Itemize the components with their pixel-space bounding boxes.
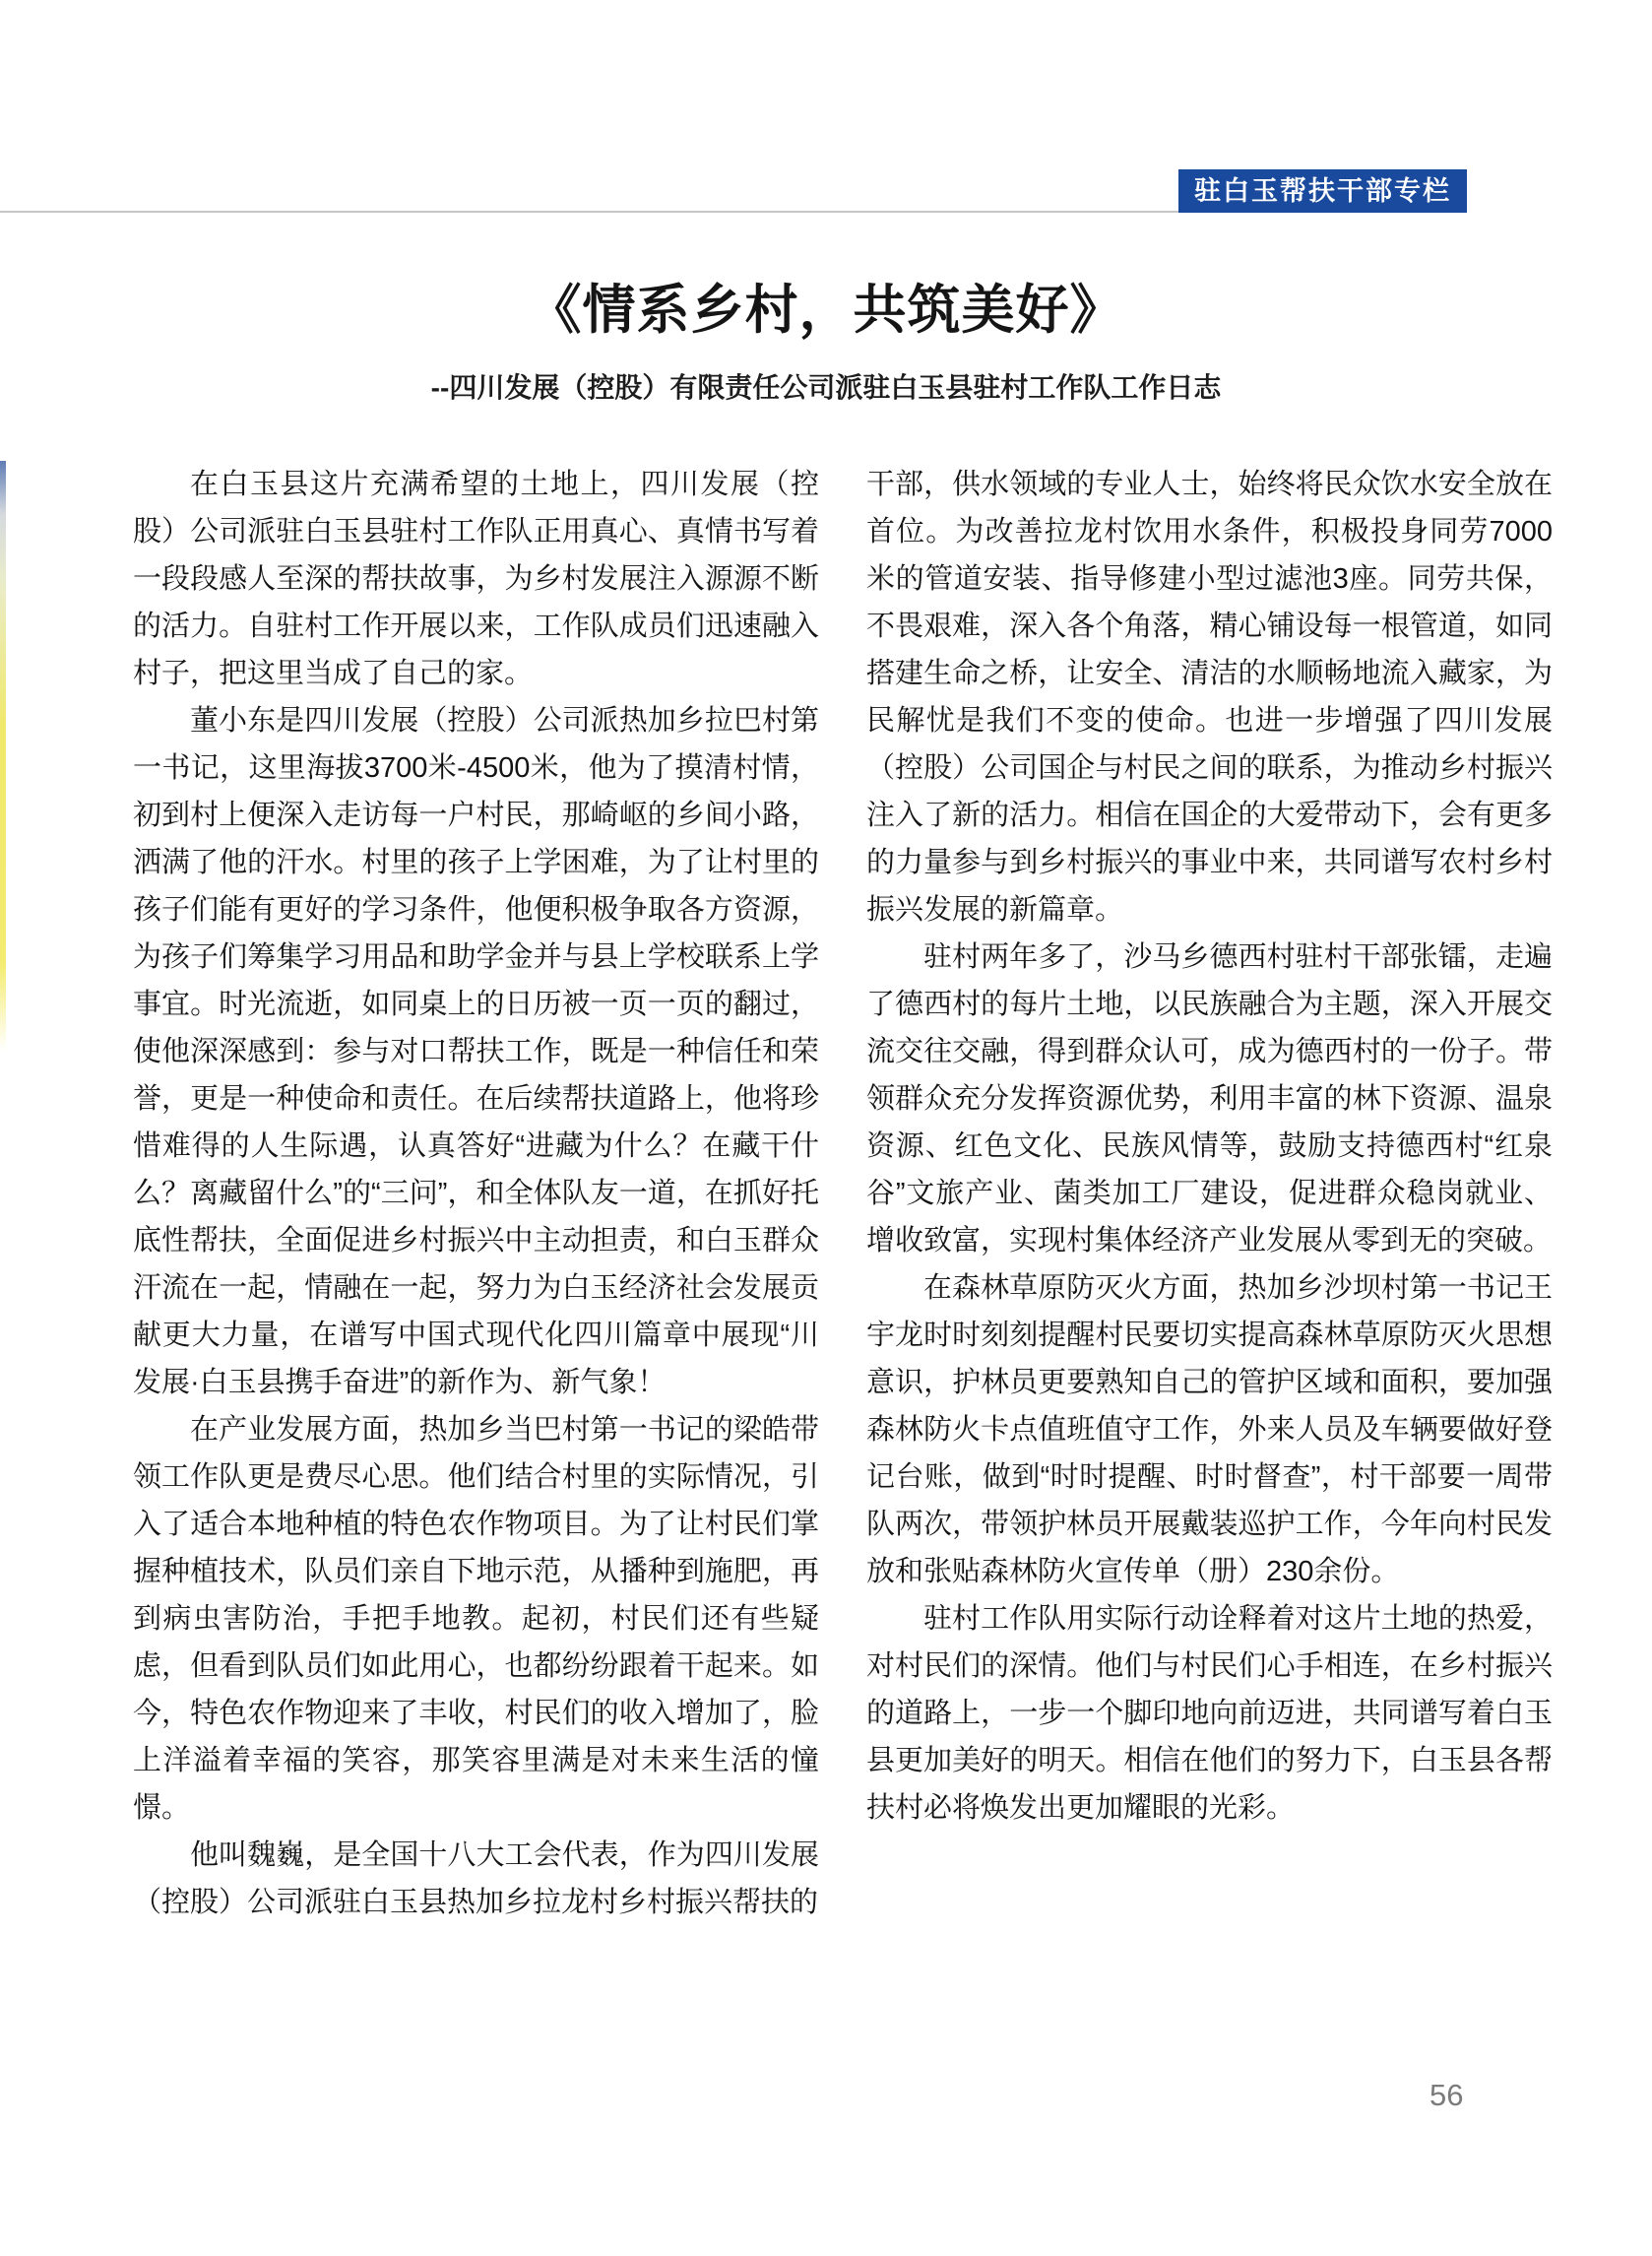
paragraph: 驻村两年多了，沙马乡德西村驻村干部张镭，走遍了德西村的每片土地，以民族融合为主题，深入开展交流交往交融，得到群众认可，成为德西村的一份子。带领群众充分发挥资源优势，利用丰富的林下资源、温泉资源、红色文化、民族风情等，鼓励支持德西村“红泉谷”文旅产业、菌类加工厂建设，促进群众稳岗就业、增收致富，实现村集体经济产业发展从零到无的突破。	[866, 941, 1553, 1257]
paragraph: 驻村工作队用实际行动诠释着对这片土地的热爱，对村民们的深情。他们与村民们心手相连，在乡村振兴的道路上，一步一个脚印地向前迈进，共同谱写着白玉县更加美好的明天。相信在他们的努力下，白玉县各帮扶村必将焕发出更加耀眼的光彩。	[866, 1603, 1553, 1824]
page-title: 《情系乡村，共筑美好》	[528, 281, 1124, 340]
page-subtitle: --四川发展（控股）有限责任公司派驻白玉县驻村工作队工作日志	[430, 372, 1222, 403]
left-column	[133, 461, 819, 1926]
article-body	[133, 461, 1553, 1926]
column-header-badge: 驻白玉帮扶干部专栏	[1178, 169, 1467, 213]
paragraph: 董小东是四川发展（控股）公司派热加乡拉巴村第一书记，这里海拔3700米-4500米，他为了摸清村情，初到村上便深入走访每一户村民，那崎岖的乡间小路，洒满了他的汗水。村里的孩子上学困难，为了让村里的孩子们能有更好的学习条件，他便积极争取各方资源，为孩子们筹集学习用品和助学金并与县上学校联系上学事宜。时光流逝，如同桌上的日历被一页一页的翻过，使他深深感到：参与对口帮扶工作，既是一种信任和荣誉，更是一种使命和责任。在后续帮扶道路上，他将珍惜难得的人生际遇，认真答好“进藏为什么？在藏干什么？离藏留什么”的“三问”，和全体队友一道，在抓好托底性帮扶，全面促进乡村振兴中主动担责，和白玉群众汗流在一起，情融在一起，努力为白玉经济社会发展贡献更大力量，在谱写中国式现代化四川篇章中展现“川发展·白玉县携手奋进”的新作为、新气象！	[133, 705, 819, 1398]
page-number: 56	[1430, 2078, 1464, 2112]
right-column	[866, 461, 1553, 1926]
paragraph: 在白玉县这片充满希望的土地上，四川发展（控股）公司派驻白玉县驻村工作队正用真心、真情书写着一段段感人至深的帮扶故事，为乡村发展注入源源不断的活力。自驻村工作开展以来，工作队成员们迅速融入村子，把这里当成了自己的家。	[133, 469, 819, 689]
paragraph: 在森林草原防灭火方面，热加乡沙坝村第一书记王宇龙时时刻刻提醒村民要切实提高森林草原防灭火思想意识，护林员更要熟知自己的管护区域和面积，要加强森林防火卡点值班值守工作，外来人员及车辆要做好登记台账，做到“时时提醒、时时督查”，村干部要一周带队两次，带领护林员开展戴装巡护工作，今年向村民发放和张贴森林防火宣传单（册）230余份。	[866, 1272, 1553, 1587]
header-divider-line	[0, 211, 1257, 213]
scan-edge-color-strip	[0, 461, 6, 1052]
paragraph-continuation: 干部，供水领域的专业人士，始终将民众饮水安全放在首位。为改善拉龙村饮用水条件，积极投身同劳7000米的管道安装、指导修建小型过滤池3座。同劳共保，不畏艰难，深入各个角落，精心铺设每一根管道，如同搭建生命之桥，让安全、清洁的水顺畅地流入藏家，为民解忧是我们不变的使命。也进一步增强了四川发展（控股）公司国企与村民之间的联系，为推动乡村振兴注入了新的活力。相信在国企的大爱带动下，会有更多的力量参与到乡村振兴的事业中来，共同谱写农村乡村振兴发展的新篇章。	[866, 469, 1553, 926]
paragraph: 他叫魏巍，是全国十八大工会代表，作为四川发展（控股）公司派驻白玉县热加乡拉龙村乡村振兴帮扶的	[133, 1839, 819, 1918]
paragraph: 在产业发展方面，热加乡当巴村第一书记的梁皓带领工作队更是费尽心思。他们结合村里的实际情况，引入了适合本地种植的特色农作物项目。为了让村民们掌握种植技术，队员们亲自下地示范，从播种到施肥，再到病虫害防治，手把手地教。起初，村民们还有些疑虑，但看到队员们如此用心，也都纷纷跟着干起来。如今，特色农作物迎来了丰收，村民们的收入增加了，脸上洋溢着幸福的笑容，那笑容里满是对未来生活的憧憬。	[133, 1414, 819, 1824]
